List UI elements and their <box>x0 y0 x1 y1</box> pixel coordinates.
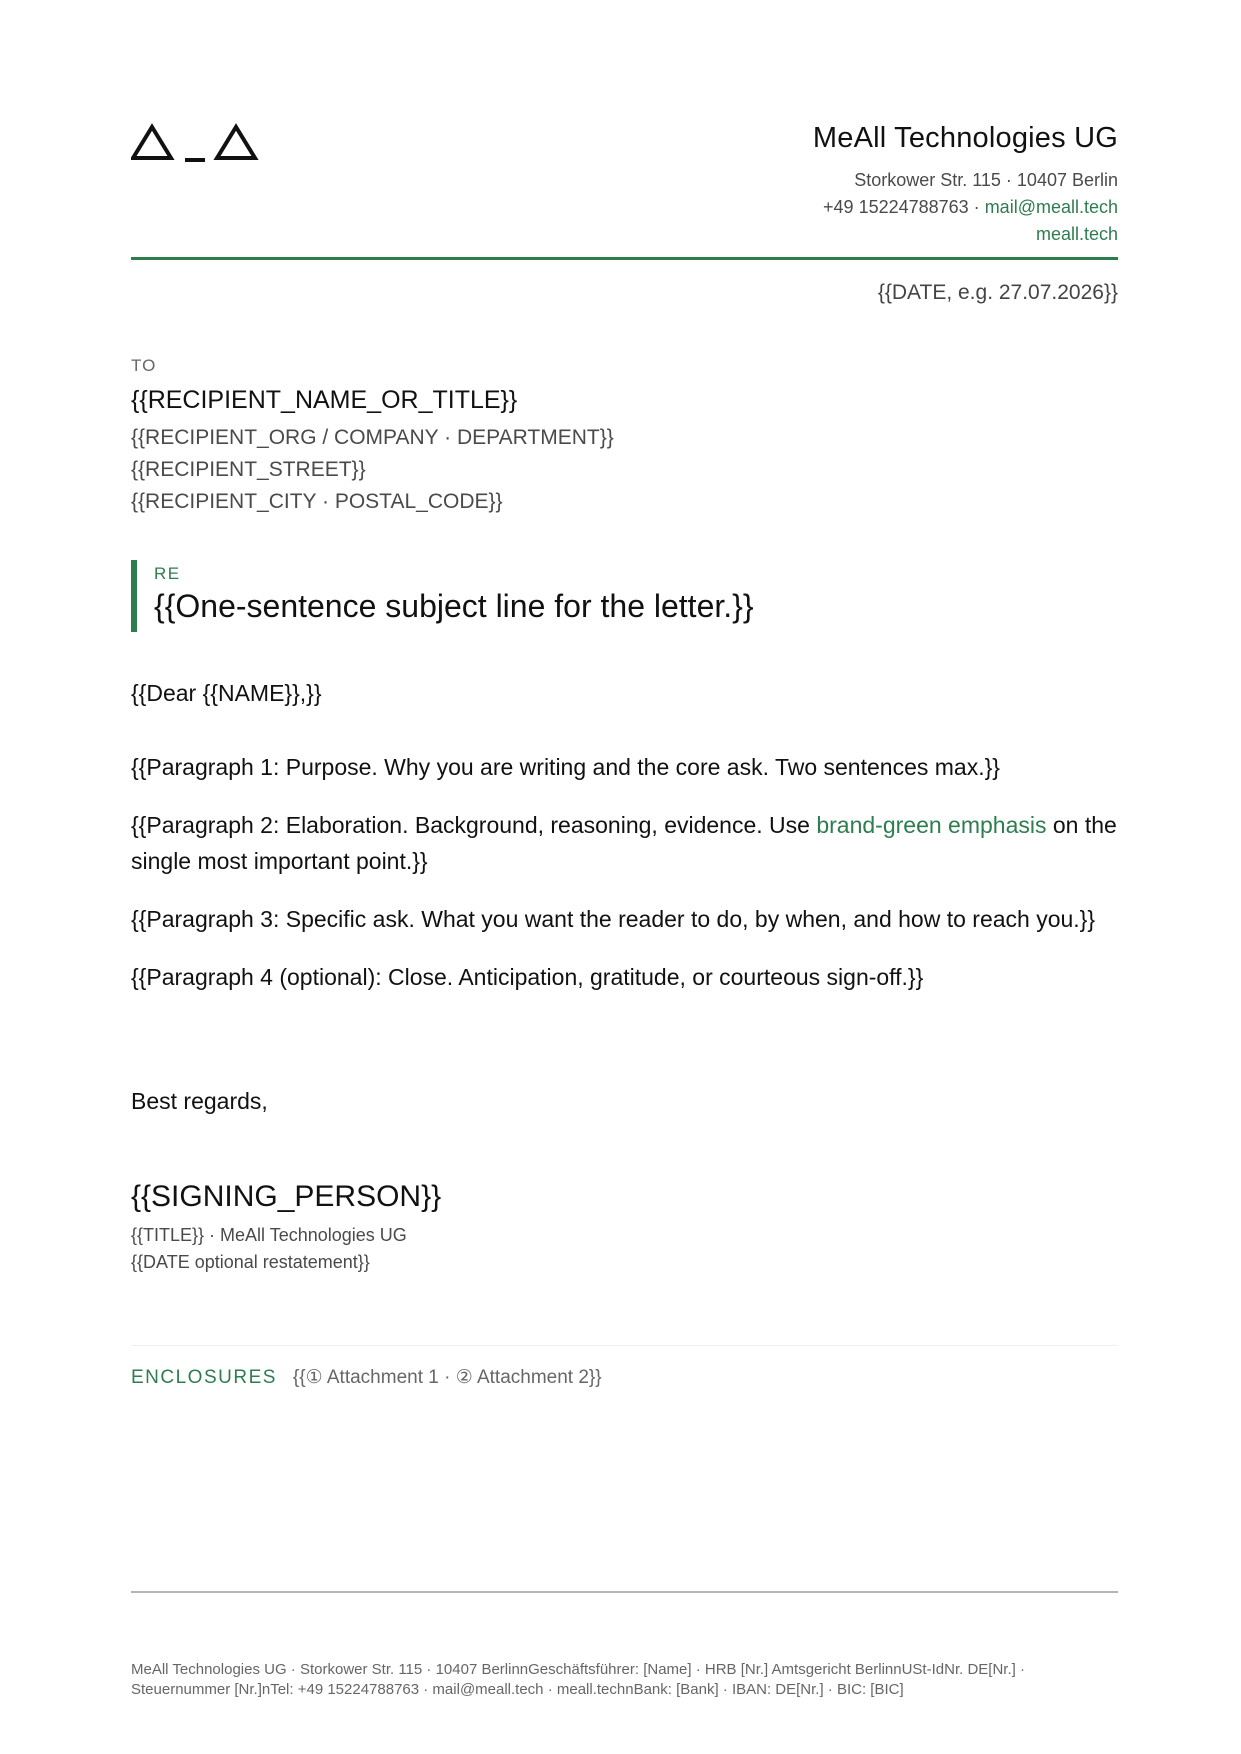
salutation: {{Dear {{NAME}},}} <box>131 680 322 706</box>
signer-date: {{DATE optional restatement}} <box>131 1252 370 1272</box>
paragraph-2-text: {{Paragraph 2: Elaboration. Background, reasoning, evidence. Use <box>131 812 817 838</box>
company-email-link[interactable]: mail@meall.tech <box>984 197 1118 217</box>
subject-block <box>131 560 754 632</box>
recipient-label: TO <box>131 356 157 375</box>
enclosures-label: ENCLOSURES <box>131 1366 277 1388</box>
letter-date: {{DATE, e.g. 27.07.2026}} <box>877 281 1118 304</box>
company-info <box>813 122 1118 248</box>
recipient-name: {{RECIPIENT_NAME_OR_TITLE}} <box>131 386 518 414</box>
signature-block <box>131 1180 441 1276</box>
recipient-street: {{RECIPIENT_STREET}} <box>131 458 366 481</box>
header-divider <box>131 257 1118 260</box>
company-logo-icon <box>131 120 261 166</box>
recipient-block <box>131 356 614 518</box>
signer-name: {{SIGNING_PERSON}} <box>131 1180 442 1213</box>
paragraph-1: {{Paragraph 1: Purpose. Why you are writing and the core ask. Two sentences max.}} <box>131 754 1000 780</box>
enclosures <box>131 1366 602 1389</box>
paragraph-4: {{Paragraph 4 (optional): Close. Anticipation, gratitude, or courteous sign-off.}} <box>131 964 924 990</box>
footer-divider <box>131 1591 1118 1593</box>
subject-label: RE <box>154 564 181 583</box>
letter-page <box>131 0 1118 1754</box>
paragraph-2-emphasis: brand-green emphasis <box>816 812 1047 838</box>
footer-line-1: MeAll Technologies UG · Storkower Str. 115 · 10407 BerlinnGeschäftsführer: [Name] · HRB [Nr.] Amtsgericht BerlinnUSt-IdNr. DE[Nr.] · <box>131 1661 1025 1678</box>
recipient-org: {{RECIPIENT_ORG / COMPANY · DEPARTMENT}} <box>131 426 614 449</box>
enclosures-items: {{① Attachment 1 · ② Attachment 2}} <box>292 1367 602 1388</box>
subject-line: {{One-sentence subject line for the letter.}} <box>154 588 754 624</box>
paragraph-2-text-end: on the single most important point.}} <box>131 812 1117 874</box>
company-name: MeAll Technologies UG <box>812 122 1118 154</box>
company-phone: +49 15224788763 · <box>823 197 985 217</box>
paragraph-2 <box>131 807 1118 879</box>
footer <box>131 1660 1118 1700</box>
letter-body <box>131 749 1118 1017</box>
paragraph-3: {{Paragraph 3: Specific ask. What you want the reader to do, by when, and how to reach you.}} <box>131 906 1096 932</box>
closing: Best regards, <box>131 1088 268 1114</box>
company-address: Storkower Str. 115 · 10407 Berlin <box>854 170 1118 190</box>
enclosures-divider <box>131 1345 1118 1346</box>
footer-line-2: Steuernummer [Nr.]nTel: +49 15224788763 · mail@meall.tech · meall.technBank: [Bank] · IBAN: DE[Nr.] · BIC: [BIC] <box>131 1681 904 1698</box>
company-contact-line <box>813 194 1118 221</box>
signer-title: {{TITLE}} · MeAll Technologies UG <box>131 1225 407 1245</box>
company-website-link[interactable]: meall.tech <box>1035 224 1118 244</box>
recipient-city: {{RECIPIENT_CITY · POSTAL_CODE}} <box>131 490 503 513</box>
